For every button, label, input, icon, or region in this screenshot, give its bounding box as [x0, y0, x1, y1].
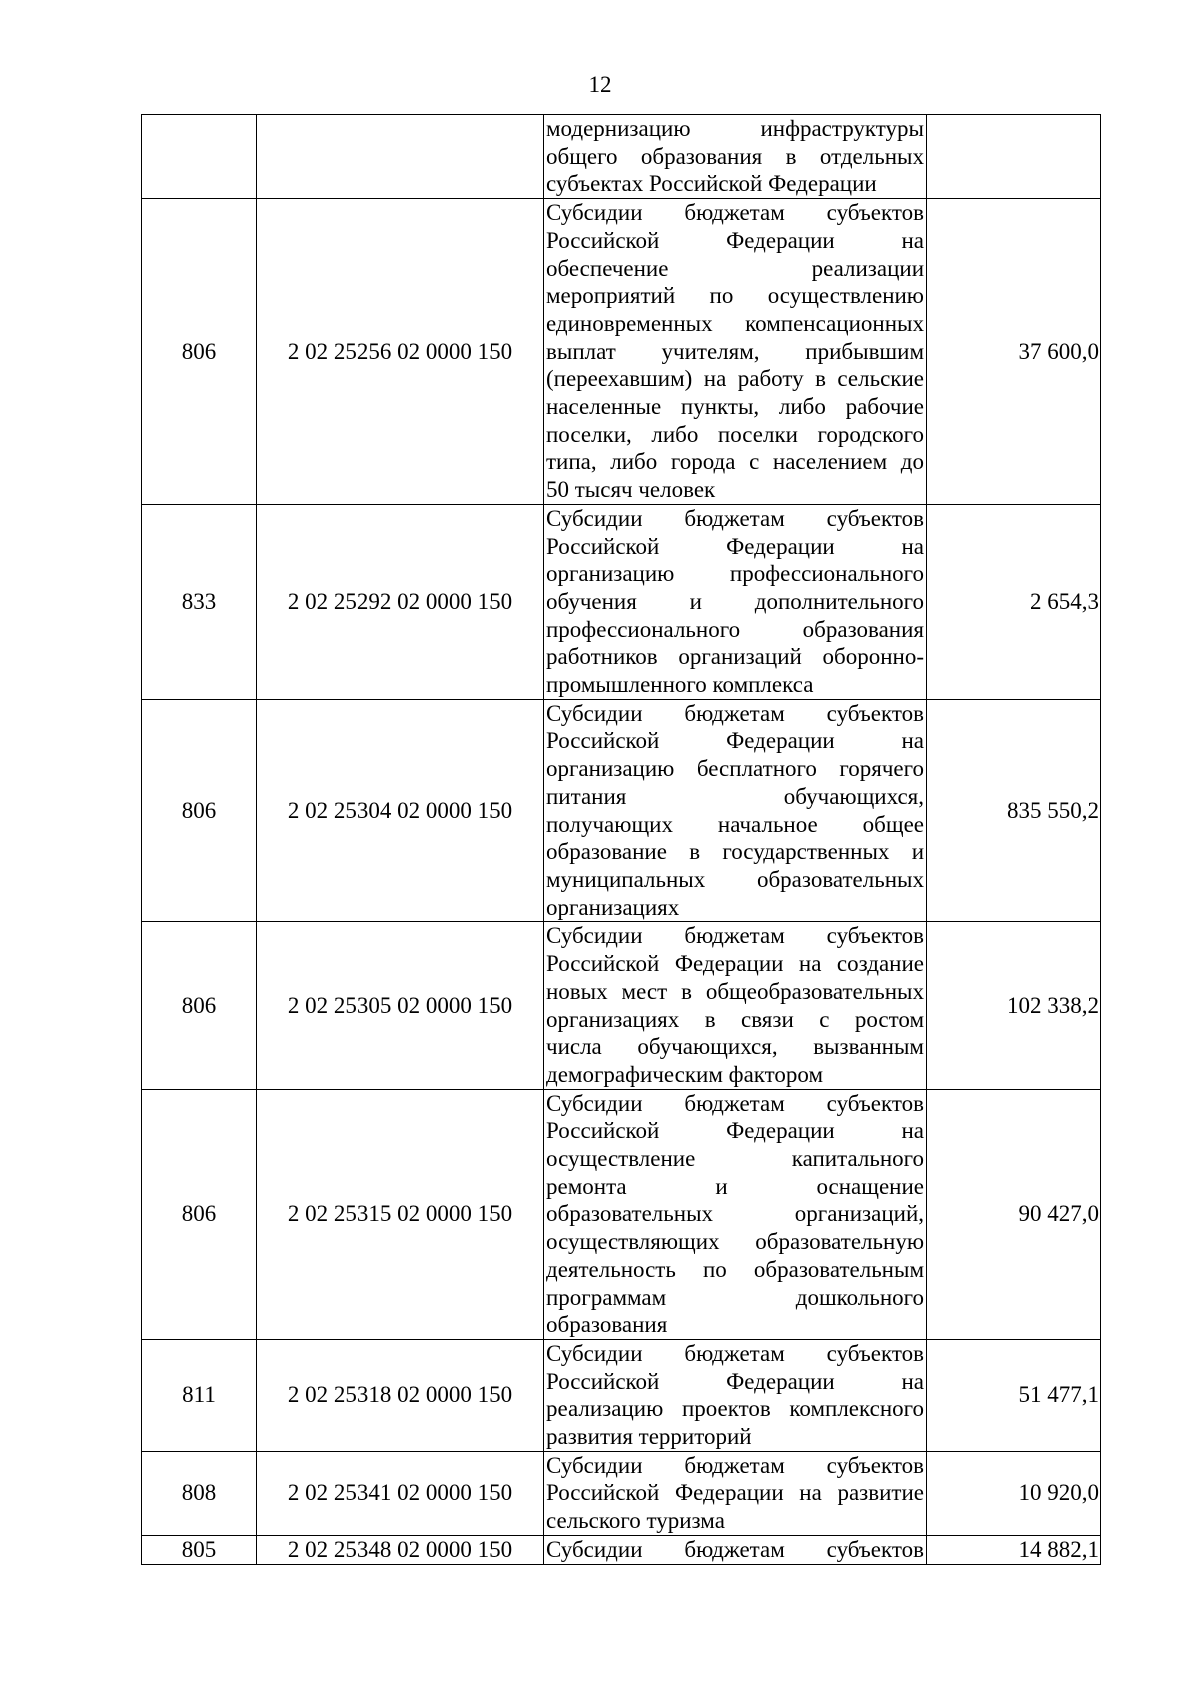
income-name-line: осуществление капитального	[546, 1146, 924, 1172]
admin-code-cell	[142, 115, 257, 199]
income-name-line: сельского туризма	[546, 1508, 725, 1534]
budget-code-cell: 2 02 25256 02 0000 150	[257, 199, 544, 505]
income-name-cell	[544, 922, 927, 1089]
income-name-line: образовательных организаций,	[546, 1201, 924, 1227]
income-name-cell	[544, 1451, 927, 1535]
income-name-line: организацию бесплатного горячего	[546, 756, 924, 782]
income-name-line: Российской Федерации на	[546, 728, 924, 754]
amount-cell: 37 600,0	[927, 199, 1101, 505]
income-name-line: деятельность по образовательным	[546, 1256, 924, 1282]
income-name-line: Российской Федерации на развитие	[546, 1480, 924, 1506]
income-name-cell	[544, 115, 927, 199]
income-name-line: обучения и дополнительного	[546, 588, 924, 614]
income-name-line: числа обучающихся, вызванным	[546, 1034, 924, 1060]
income-name-line: питания обучающихся,	[546, 783, 924, 809]
income-name-line: работников организаций оборонно-	[546, 644, 924, 670]
table-row	[142, 1089, 1101, 1339]
income-name-line: субъектах Российской Федерации	[546, 171, 877, 197]
amount-cell: 10 920,0	[927, 1451, 1101, 1535]
table-row	[142, 922, 1101, 1089]
table-row	[142, 199, 1101, 505]
income-name-line: общего образования в отдельных	[546, 143, 924, 169]
income-name-line: Субсидии бюджетам субъектов	[546, 200, 924, 226]
income-name-line: поселки, либо поселки городского	[546, 421, 924, 447]
amount-cell: 835 550,2	[927, 699, 1101, 922]
admin-code-cell: 806	[142, 922, 257, 1089]
amount-cell: 2 654,3	[927, 504, 1101, 699]
table-row	[142, 1339, 1101, 1451]
budget-code-cell: 2 02 25304 02 0000 150	[257, 699, 544, 922]
amount-cell: 14 882,1	[927, 1535, 1101, 1564]
admin-code-cell: 806	[142, 199, 257, 505]
budget-code-cell: 2 02 25315 02 0000 150	[257, 1089, 544, 1339]
income-name-line: Российской Федерации на	[546, 533, 924, 559]
income-name-line: муниципальных образовательных	[546, 866, 924, 892]
table-row	[142, 115, 1101, 199]
admin-code-cell: 806	[142, 699, 257, 922]
budget-code-cell: 2 02 25318 02 0000 150	[257, 1339, 544, 1451]
table-row	[142, 504, 1101, 699]
income-name-line: организацию профессионального	[546, 561, 924, 587]
income-name-line: Субсидии бюджетам субъектов	[546, 505, 924, 531]
amount-cell	[927, 115, 1101, 199]
amount-cell: 51 477,1	[927, 1339, 1101, 1451]
table-row	[142, 1451, 1101, 1535]
income-name-line: Российской Федерации на	[546, 227, 924, 253]
income-name-line: реализацию проектов комплексного	[546, 1396, 924, 1422]
amount-cell: 90 427,0	[927, 1089, 1101, 1339]
budget-code-cell: 2 02 25292 02 0000 150	[257, 504, 544, 699]
income-name-line: получающих начальное общее	[546, 811, 924, 837]
income-name-line: Субсидии бюджетам субъектов	[546, 1452, 924, 1478]
income-name-line: образование в государственных и	[546, 839, 924, 865]
income-name-line: новых мест в общеобразовательных	[546, 978, 924, 1004]
income-name-line: осуществляющих образовательную	[546, 1229, 924, 1255]
income-name-line: модернизацию инфраструктуры	[546, 116, 924, 141]
admin-code-cell: 805	[142, 1535, 257, 1564]
income-name-line: Российской Федерации на	[546, 1368, 924, 1394]
budget-code-cell: 2 02 25341 02 0000 150	[257, 1451, 544, 1535]
table-row	[142, 1535, 1101, 1564]
income-name-line: промышленного комплекса	[546, 672, 814, 698]
income-name-line: программам дошкольного	[546, 1284, 924, 1310]
income-name-line: типа, либо города с населением до	[546, 449, 924, 475]
income-name-line: единовременных компенсационных	[546, 310, 924, 336]
budget-code-cell: 2 02 25305 02 0000 150	[257, 922, 544, 1089]
income-name-cell	[544, 699, 927, 922]
income-name-line: Субсидии бюджетам субъектов	[546, 1090, 924, 1116]
income-name-line: (переехавшим) на работу в сельские	[546, 366, 924, 392]
admin-code-cell: 833	[142, 504, 257, 699]
income-name-line: Субсидии бюджетам субъектов	[546, 1340, 924, 1366]
income-name-cell	[544, 1339, 927, 1451]
income-name-line: выплат учителям, прибывшим	[546, 338, 924, 364]
admin-code-cell: 806	[142, 1089, 257, 1339]
income-name-line: Российской Федерации на создание	[546, 951, 924, 977]
amount-cell: 102 338,2	[927, 922, 1101, 1089]
income-name-line: профессионального образования	[546, 616, 924, 642]
income-name-line: демографическим фактором	[546, 1061, 824, 1087]
income-name-line: обеспечение реализации	[546, 255, 924, 281]
income-name-line: организациях	[546, 894, 680, 920]
income-name-line: образования	[546, 1312, 668, 1338]
budget-code-cell: 2 02 25348 02 0000 150	[257, 1535, 544, 1564]
income-name-line: ремонта и оснащение	[546, 1173, 924, 1199]
income-name-cell	[544, 504, 927, 699]
table-row	[142, 699, 1101, 922]
budget-table	[141, 114, 1101, 1565]
table-body	[142, 115, 1101, 1565]
income-name-line: развития территорий	[546, 1424, 752, 1450]
budget-code-cell	[257, 115, 544, 199]
income-name-line: Российской Федерации на	[546, 1118, 924, 1144]
income-name-line: 50 тысяч человек	[546, 477, 716, 503]
income-name-line: Субсидии бюджетам субъектов	[546, 700, 924, 726]
admin-code-cell: 811	[142, 1339, 257, 1451]
income-name-line: Субсидии бюджетам субъектов	[546, 1536, 924, 1562]
page-number: 12	[588, 72, 612, 97]
income-name-line: организациях в связи с ростом	[546, 1006, 924, 1032]
admin-code-cell: 808	[142, 1451, 257, 1535]
income-name-cell	[544, 1535, 927, 1564]
income-name-cell	[544, 1089, 927, 1339]
income-name-line: мероприятий по осуществлению	[546, 283, 924, 309]
income-name-line: Субсидии бюджетам субъектов	[546, 923, 924, 949]
income-name-cell	[544, 199, 927, 505]
income-name-line: населенные пункты, либо рабочие	[546, 394, 924, 420]
